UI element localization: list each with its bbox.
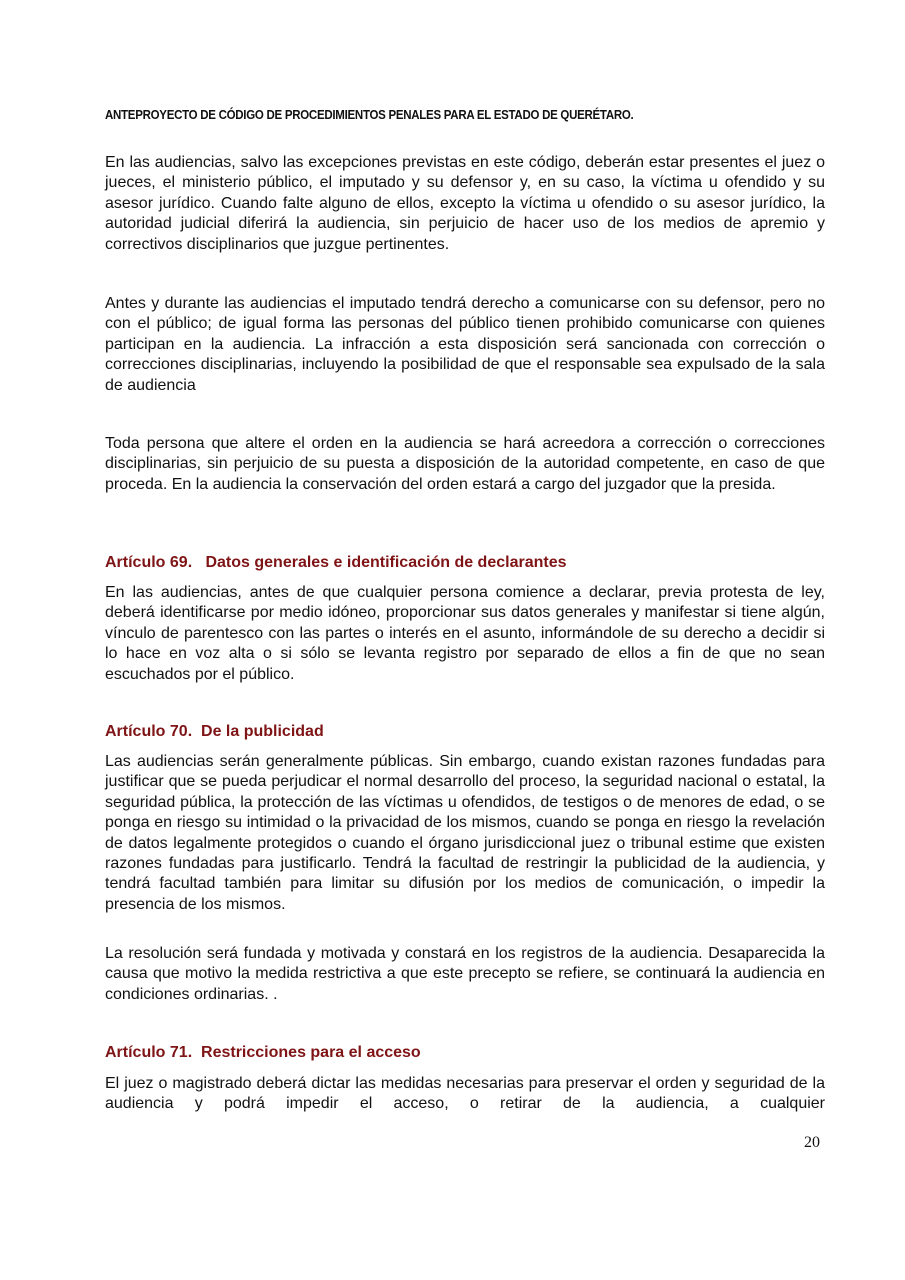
article-70-paragraph: Las audiencias serán generalmente públicas. Sin embargo, cuando existan razones fundadas para justificar que se pueda perjudicar el normal desarrollo del proceso, la seguridad nacional o estatal, la seguridad pública, la protección de las víctimas u ofendidos, de testigos o de menores de edad, o se ponga en riesgo su intimidad o la privacidad de los mismos, cuando se ponga en riesgo la revelación de datos legalmente protegidos o cuando el órgano jurisdiccional juez o tribunal estime que existen razones fundadas para justificarlo. Tendrá la facultad de restringir la publicidad de la audiencia, y tendrá facultad también para limitar su difusión por los medios de comunicación, o impedir la presencia de los mismos.	[105, 753, 825, 913]
article-71-paragraph: El juez o magistrado deberá dictar las medidas necesarias para preservar el orden y seguridad de la audiencia y podrá impedir el acceso, o retirar de la audiencia, a cualquier	[105, 1075, 825, 1113]
article-69-paragraph: En las audiencias, antes de que cualquier persona comience a declarar, previa protesta de ley, deberá identificarse por medio idóneo, proporcionar sus datos generales y manifestar si tiene algún, vínculo de parentesco con las partes o interés en el asunto, informándole de su derecho a decidir si lo hace en voz alta o si sólo se levanta registro por separado de ellos a fin de que no sean escuchados por el público.	[105, 584, 825, 683]
page-number: 20	[804, 1134, 820, 1151]
document-header: ANTEPROYECTO DE CÓDIGO DE PROCEDIMIENTOS PENALES PARA EL ESTADO DE QUERÉTARO.	[105, 108, 634, 122]
article-71-heading: Artículo 71. Restricciones para el acceso	[105, 1044, 421, 1061]
article-70-heading: Artículo 70. De la publicidad	[105, 723, 324, 740]
article-70-paragraph: La resolución será fundada y motivada y constará en los registros de la audiencia. Desaparecida la causa que motivo la medida restrictiva a que este precepto se refiere, se continuará la audiencia en condiciones ordinarias. .	[105, 945, 825, 1003]
article-69-heading: Artículo 69. Datos generales e identificación de declarantes	[105, 554, 567, 571]
paragraph: Antes y durante las audiencias el imputado tendrá derecho a comunicarse con su defensor, pero no con el público; de igual forma las personas del público tienen prohibido comunicarse con quienes participan en la audiencia. La infracción a esta disposición será sancionada con corrección o correcciones disciplinarias, incluyendo la posibilidad de que el responsable sea expulsado de la sala de audiencia	[105, 295, 825, 394]
paragraph: Toda persona que altere el orden en la audiencia se hará acreedora a corrección o correcciones disciplinarias, sin perjuicio de su puesta a disposición de la autoridad competente, en caso de que proceda. En la audiencia la conservación del orden estará a cargo del juzgador que la presida.	[105, 435, 825, 493]
paragraph: En las audiencias, salvo las excepciones previstas en este código, deberán estar presentes el juez o jueces, el ministerio público, el imputado y su defensor y, en su caso, la víctima u ofendido y su asesor jurídico. Cuando falte alguno de ellos, excepto la víctima u ofendido o su asesor jurídico, la autoridad judicial diferirá la audiencia, sin perjuicio de hacer uso de los medios de apremio y correctivos disciplinarios que juzgue pertinentes.	[105, 154, 825, 253]
